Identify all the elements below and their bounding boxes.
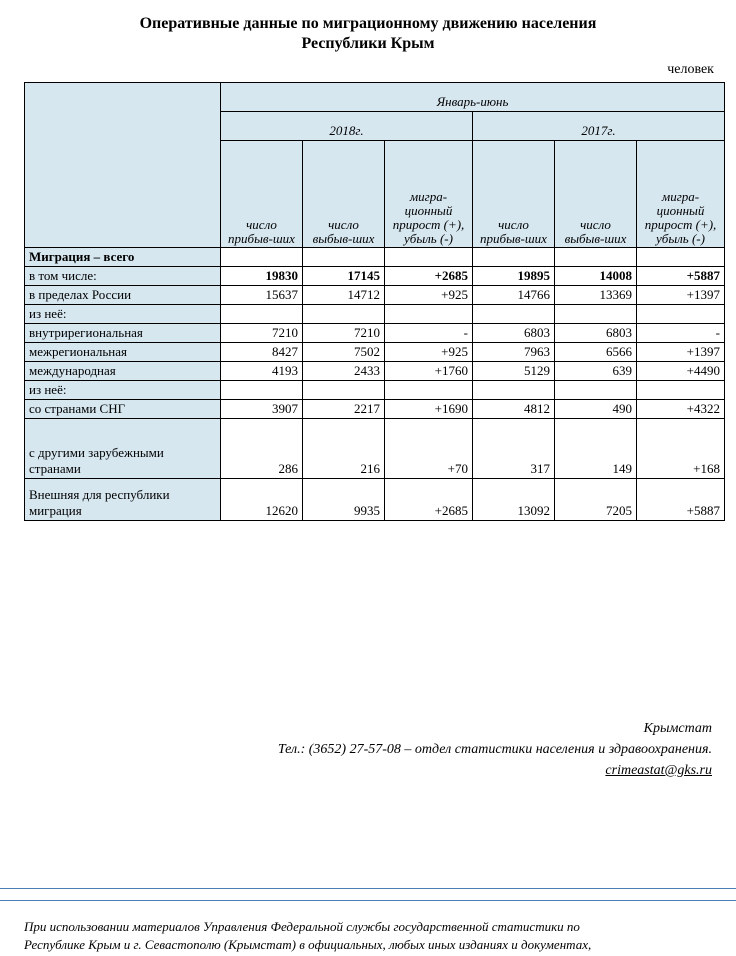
cell xyxy=(385,381,473,400)
page-title: Оперативные данные по миграционному движению населения xyxy=(139,15,597,32)
cell: +70 xyxy=(385,419,473,479)
cell: 14712 xyxy=(303,286,385,305)
header-col-arrived-2018: число прибыв-ших xyxy=(221,141,303,248)
cell xyxy=(303,248,385,267)
cell: 6803 xyxy=(473,324,555,343)
row-label: внутрирегиональная xyxy=(25,324,221,343)
cell: 7963 xyxy=(473,343,555,362)
cell: +1397 xyxy=(637,343,725,362)
cell xyxy=(385,248,473,267)
footer-org: Крымстат xyxy=(643,721,712,736)
table-row xyxy=(25,248,725,267)
cell: 12620 xyxy=(221,479,303,521)
table-row xyxy=(25,286,725,305)
header-col-netgain-2017: мигра-ционный прирост (+), убыль (-) xyxy=(637,141,725,248)
cell: 9935 xyxy=(303,479,385,521)
cell: +1397 xyxy=(637,286,725,305)
header-year-2017: 2017г. xyxy=(473,112,725,141)
footer-phone: Тел.: (3652) 27-57-08 – отдел статистики населения и здравоохранения. xyxy=(277,742,712,757)
row-label: Миграция – всего xyxy=(25,248,221,267)
cell: 286 xyxy=(221,419,303,479)
cell: 6566 xyxy=(555,343,637,362)
header-col-departed-2017: число выбыв-ших xyxy=(555,141,637,248)
cell xyxy=(473,248,555,267)
cell: 2217 xyxy=(303,400,385,419)
table-row xyxy=(25,381,725,400)
table-row xyxy=(25,343,725,362)
cell xyxy=(473,381,555,400)
cell: 4193 xyxy=(221,362,303,381)
row-label: в пределах России xyxy=(25,286,221,305)
cell: +2685 xyxy=(385,479,473,521)
page-title-second-line: Республики Крым xyxy=(301,35,435,52)
cell xyxy=(221,248,303,267)
cell: - xyxy=(385,324,473,343)
cell xyxy=(385,305,473,324)
cell xyxy=(555,248,637,267)
footer-email[interactable]: crimeastat@gks.ru xyxy=(605,763,712,778)
row-label: из неё: xyxy=(25,381,221,400)
cell: 19895 xyxy=(473,267,555,286)
bottom-disclaimer-line2: Республике Крым и г. Севастополю (Крымстат) в официальных, любых иных изданиях и документах, xyxy=(24,937,592,952)
cell xyxy=(473,305,555,324)
cell: +4322 xyxy=(637,400,725,419)
table-row xyxy=(25,419,725,479)
cell: 149 xyxy=(555,419,637,479)
cell: 8427 xyxy=(221,343,303,362)
row-label: межрегиональная xyxy=(25,343,221,362)
cell: +5887 xyxy=(637,479,725,521)
header-corner-cell xyxy=(25,83,221,248)
cell: +925 xyxy=(385,286,473,305)
cell: 317 xyxy=(473,419,555,479)
divider-bottom xyxy=(0,900,736,901)
cell: - xyxy=(637,324,725,343)
cell xyxy=(555,305,637,324)
header-col-departed-2018: число выбыв-ших xyxy=(303,141,385,248)
table-row xyxy=(25,362,725,381)
cell xyxy=(637,305,725,324)
cell: 14008 xyxy=(555,267,637,286)
bottom-disclaimer xyxy=(24,918,712,956)
cell: +5887 xyxy=(637,267,725,286)
cell: 13092 xyxy=(473,479,555,521)
cell xyxy=(303,381,385,400)
cell: 19830 xyxy=(221,267,303,286)
header-period: Январь-июнь xyxy=(221,83,725,112)
units-label: человек xyxy=(667,62,714,77)
row-label: Внешняя для республики миграция xyxy=(25,479,221,521)
cell: 4812 xyxy=(473,400,555,419)
cell: +168 xyxy=(637,419,725,479)
cell: +2685 xyxy=(385,267,473,286)
cell: 7502 xyxy=(303,343,385,362)
cell: 490 xyxy=(555,400,637,419)
table-row xyxy=(25,400,725,419)
cell xyxy=(221,305,303,324)
cell xyxy=(637,248,725,267)
cell: 13369 xyxy=(555,286,637,305)
cell: 2433 xyxy=(303,362,385,381)
cell: 5129 xyxy=(473,362,555,381)
table-row xyxy=(25,267,725,286)
cell: 7210 xyxy=(303,324,385,343)
cell: +1690 xyxy=(385,400,473,419)
footer-contact-block xyxy=(278,718,712,781)
row-label: из неё: xyxy=(25,305,221,324)
divider-top xyxy=(0,888,736,889)
table-row xyxy=(25,305,725,324)
cell: 216 xyxy=(303,419,385,479)
header-col-netgain-2018: мигра-ционный прирост (+), убыль (-) xyxy=(385,141,473,248)
table-header-period-row xyxy=(25,83,725,112)
cell: +1760 xyxy=(385,362,473,381)
cell xyxy=(555,381,637,400)
cell: 14766 xyxy=(473,286,555,305)
cell: +925 xyxy=(385,343,473,362)
row-label: со странами СНГ xyxy=(25,400,221,419)
cell: 7205 xyxy=(555,479,637,521)
cell: +4490 xyxy=(637,362,725,381)
cell xyxy=(221,381,303,400)
row-label: международная xyxy=(25,362,221,381)
table-row xyxy=(25,479,725,521)
bottom-disclaimer-line1: При использовании материалов Управления Федеральной службы государственной статистики по xyxy=(24,919,580,934)
migration-data-table xyxy=(24,82,725,521)
row-label: в том числе: xyxy=(25,267,221,286)
cell xyxy=(637,381,725,400)
header-year-2018: 2018г. xyxy=(221,112,473,141)
row-label: с другими зарубежными странами xyxy=(25,419,221,479)
header-col-arrived-2017: число прибыв-ших xyxy=(473,141,555,248)
cell: 6803 xyxy=(555,324,637,343)
cell: 7210 xyxy=(221,324,303,343)
cell: 639 xyxy=(555,362,637,381)
cell xyxy=(303,305,385,324)
cell: 15637 xyxy=(221,286,303,305)
cell: 3907 xyxy=(221,400,303,419)
cell: 17145 xyxy=(303,267,385,286)
table-body xyxy=(25,248,725,521)
table-row xyxy=(25,324,725,343)
